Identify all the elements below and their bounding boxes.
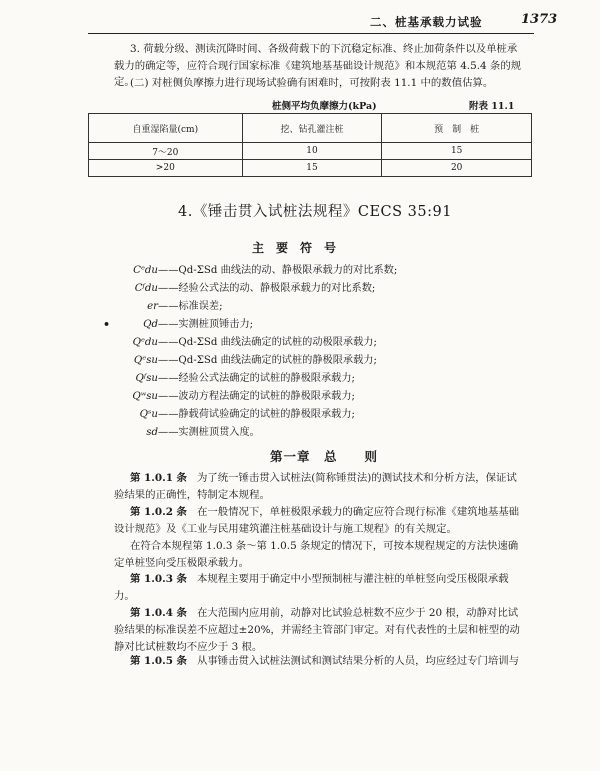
chapter-title: 第一章 总 则 xyxy=(270,449,379,464)
article-1-0-2-continued xyxy=(114,538,524,572)
friction-table xyxy=(88,113,532,177)
symbol-code: Cᵉdu xyxy=(133,265,158,276)
symbol-desc: ——Qd-ΣSd 曲线法确定的试桩的静极限承载力; xyxy=(158,355,377,366)
symbol-desc: ——Qd-ΣSd 曲线法的动、静极限承载力的对比系数; xyxy=(158,265,398,276)
header-chapter: 二、桩基承载力试验 xyxy=(370,15,483,29)
paragraph-3-text: 3. 荷载分级、测读沉降时间、各级荷载下的下沉稳定标准、终止加荷条件以及单桩承载力的确定等，应符合现行国家标准《建筑地基基础设计规范》和本规范第 4.5.4 条的规定。 xyxy=(114,43,522,88)
table-header-cell: 挖、钻孔灌注桩 xyxy=(242,114,382,143)
table-cell: >20 xyxy=(89,160,243,177)
symbols-list xyxy=(118,262,518,442)
symbol-desc: ——静载荷试验确定的试桩的静极限承载力; xyxy=(158,409,355,420)
article-text: 在符合本规程第 1.0.3 条～第 1.0.5 条规定的情况下，可按本规程规定的方法快速确定单桩竖向受压极限承载力。 xyxy=(114,540,519,569)
symbols-heading: 主要符号 xyxy=(251,241,348,255)
symbol-desc: ——标准误差; xyxy=(158,301,223,312)
header-rule xyxy=(88,33,534,34)
symbol-desc: ——经验公式法的动、静极限承载力的对比系数; xyxy=(158,283,376,294)
article-number: 第 1.0.2 条 xyxy=(130,506,187,518)
table-cell: 15 xyxy=(382,143,532,160)
paragraph-two: (二) 对桩侧负摩擦力进行现场试验确有困难时，可按附表 11.1 中的数值估算。 xyxy=(130,77,494,89)
symbol-desc: ——波动方程法确定的试桩的静极限承载力; xyxy=(158,391,355,402)
article-number: 第 1.0.3 条 xyxy=(130,573,187,585)
symbol-desc: ——Qd-ΣSd 曲线法确定的试桩的动极限承载力; xyxy=(158,337,377,348)
article-1-0-3 xyxy=(114,571,524,605)
table-header-cell: 预 制 桩 xyxy=(382,114,532,143)
article-number: 第 1.0.4 条 xyxy=(130,607,187,619)
table-cell: 10 xyxy=(242,143,382,160)
symbol-code: Qᶠsu xyxy=(135,373,158,384)
table-cell: 20 xyxy=(382,160,532,177)
symbol-row xyxy=(118,280,518,298)
table-header-row xyxy=(89,114,532,143)
table-row xyxy=(89,160,532,177)
symbol-row xyxy=(118,406,518,424)
symbol-row xyxy=(118,316,518,334)
symbol-code: Cᶠdu xyxy=(134,283,158,294)
table-row xyxy=(89,143,532,160)
article-number: 第 1.0.1 条 xyxy=(130,472,187,484)
article-1-0-1 xyxy=(114,470,524,504)
section-title: 4.《锤击贯入试桩法规程》CECS 35:91 xyxy=(178,204,452,220)
symbol-desc: ——实测桩顶贯入度。 xyxy=(158,427,260,438)
page-number: 1373 xyxy=(521,12,558,27)
symbol-code: Qʷsu xyxy=(132,391,158,402)
article-1-0-4 xyxy=(114,605,524,656)
symbol-desc: ——实测桩顶锤击力; xyxy=(158,319,254,330)
symbol-row xyxy=(118,370,518,388)
symbol-code: Qᵉdu xyxy=(132,337,158,348)
table-title: 桩侧平均负摩擦力(kPa) xyxy=(272,101,377,112)
table-cell: 15 xyxy=(242,160,382,177)
table-cell: 7～20 xyxy=(89,143,243,160)
article-text: 在大范围内应用前，动静对比试验总桩数不应少于 20 根，动静对比试验结果的标准误差不应超过±20%，并需经主管部门审定。对有代表性的土层和桩型的动静对比试桩数均不应少于 3 根。 xyxy=(114,607,520,653)
symbol-row xyxy=(118,352,518,370)
symbol-desc: ——经验公式法确定的试桩的静极限承载力; xyxy=(158,373,355,384)
article-1-0-2 xyxy=(114,504,524,538)
running-header xyxy=(0,14,600,32)
symbol-code: Qd xyxy=(143,319,158,330)
symbol-row xyxy=(118,334,518,352)
symbol-row xyxy=(118,424,518,442)
article-1-0-5 xyxy=(114,653,524,670)
article-number: 第 1.0.5 条 xyxy=(130,655,187,667)
article-text: 在一般情况下，单桩极限承载力的确定应符合现行标准《建筑地基基础设计规范》及《工业与民用建筑灌注桩基础设计与施工规程》的有关规定。 xyxy=(114,506,520,535)
table-number: 附表 11.1 xyxy=(469,101,515,112)
article-text: 为了统一锤击贯入试桩法(简称锤贯法)的测试技术和分析方法，保证试验结果的正确性，特制定本规程。 xyxy=(114,472,517,501)
symbol-code: Qᵉsu xyxy=(133,355,158,366)
article-text: 从事锤击贯入试桩法测试和测试结果分析的人员，均应经过专门培训与 xyxy=(196,655,520,667)
article-text: 本规程主要用于确定中小型预制桩与灌注桩的单桩竖向受压极限承载力。 xyxy=(114,573,509,602)
symbol-row xyxy=(118,388,518,406)
table-header-cell: 自重湿陷量(cm) xyxy=(89,114,243,143)
symbol-code: sd xyxy=(146,427,158,438)
symbol-code: er xyxy=(147,301,158,312)
symbol-row xyxy=(118,262,518,280)
symbol-code: Qˢu xyxy=(139,409,158,420)
margin-bullet: • xyxy=(103,318,111,331)
symbol-row xyxy=(118,298,518,316)
